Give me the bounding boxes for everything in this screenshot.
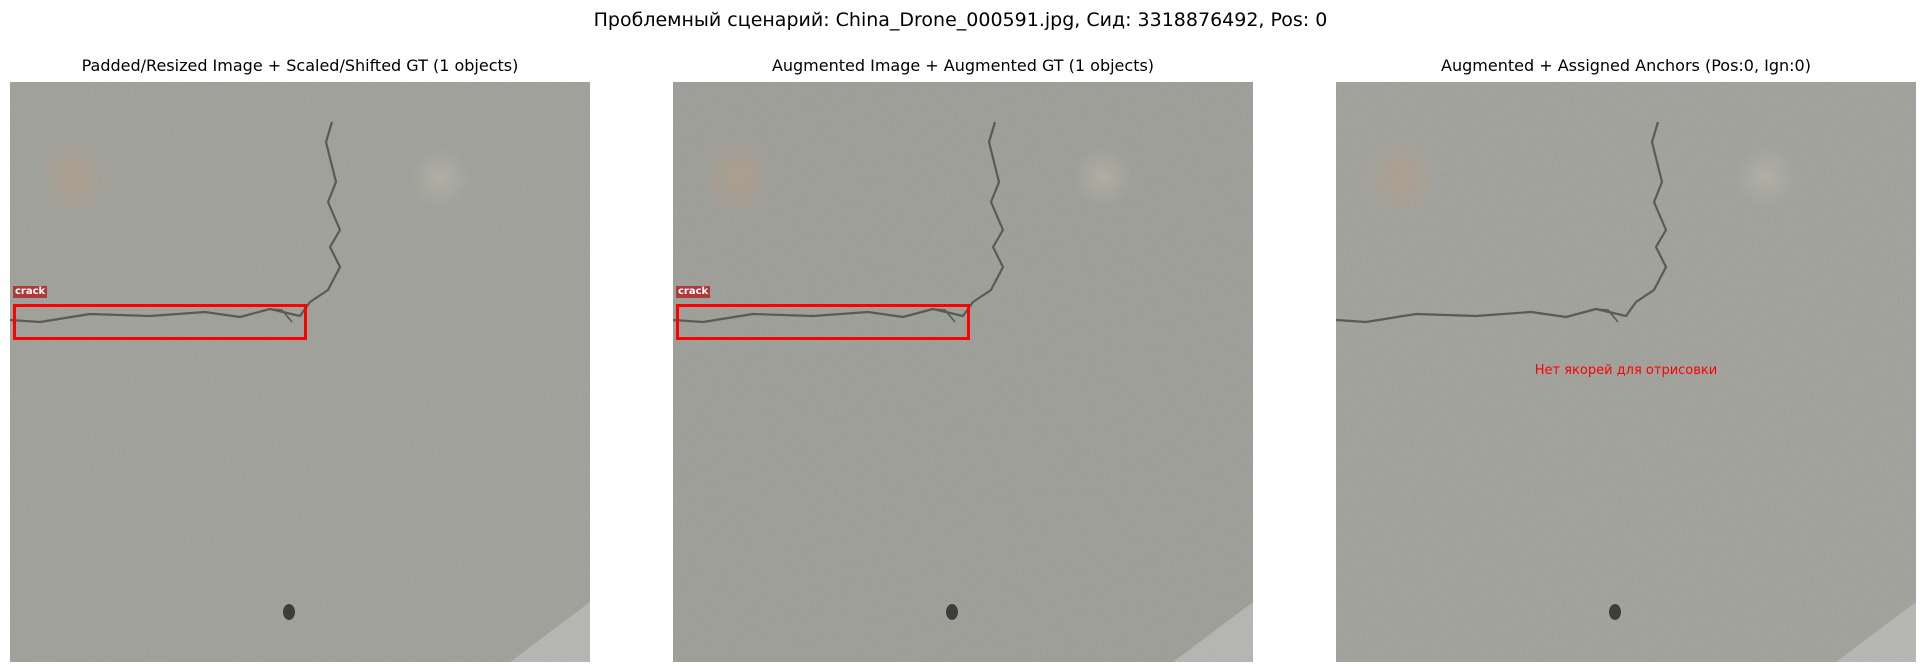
asphalt-image-1 xyxy=(10,82,590,662)
asphalt-image-2 xyxy=(673,82,1253,662)
panel-1-image xyxy=(10,82,590,662)
box-label-crack: crack xyxy=(15,286,46,297)
figure-suptitle: Проблемный сценарий: China_Drone_000591.jpg, Сид: 3318876492, Pos: 0 xyxy=(593,9,1328,31)
panel-3-image xyxy=(1336,82,1916,662)
gt-bounding-box xyxy=(13,304,307,340)
panel-3-title: Augmented + Assigned Anchors (Pos:0, Ign:0) xyxy=(1441,56,1811,75)
box-label-crack: crack xyxy=(678,286,709,297)
gt-bounding-box xyxy=(676,304,970,340)
panel-2-title: Augmented Image + Augmented GT (1 objects) xyxy=(771,56,1155,75)
panel-1-title: Padded/Resized Image + Scaled/Shifted GT (1 objects) xyxy=(81,56,519,75)
no-anchors-message: Нет якорей для отрисовки xyxy=(1534,363,1718,378)
panel-2-image xyxy=(673,82,1253,662)
